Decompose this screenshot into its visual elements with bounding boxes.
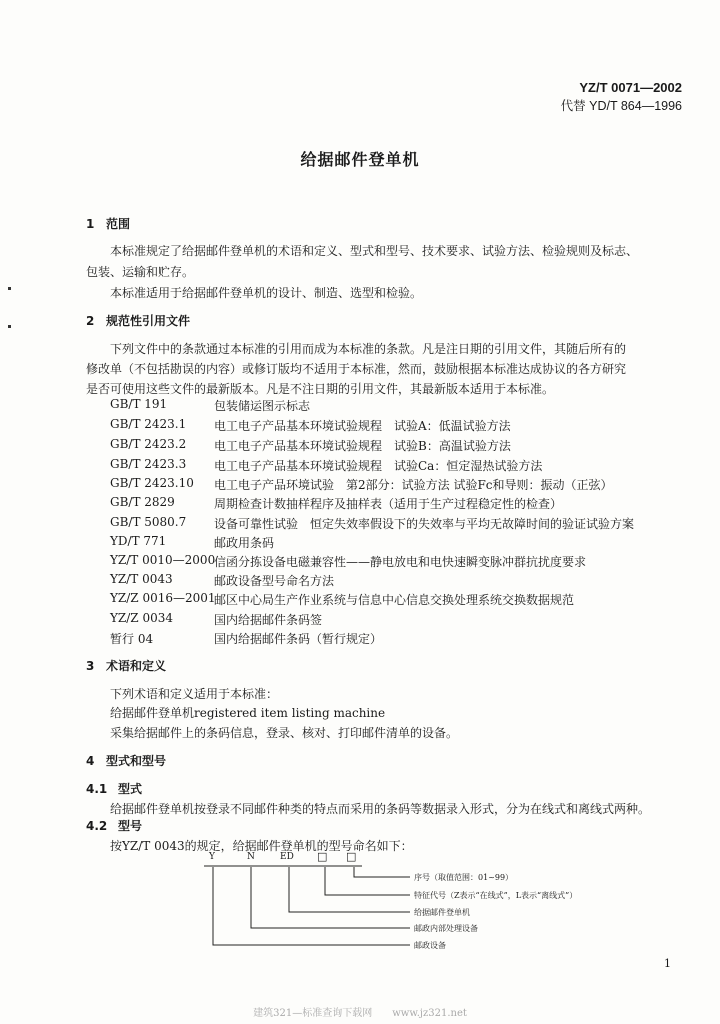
page-title: 给据邮件登单机: [300, 150, 420, 169]
paragraph: 修改单（不包括勘误的内容）或修订版均不适用于本标准，然而，鼓励根据本标准达成协议的各方研究: [86, 362, 627, 376]
paragraph: 本标准规定了给据邮件登单机的术语和定义、型式和型号、技术要求、试验方法、检验规则及标志、: [110, 244, 639, 258]
ref-title: 电工电子产品基本环境试验规程 试验B：高温试验方法: [214, 439, 511, 453]
paragraph: 给据邮件登单机按登录不同邮件种类的特点而采用的条码等数据录入形式，分为在线式和离线式两种。: [110, 802, 651, 816]
ref-title: 邮区中心局生产作业系统与信息中心信息交换处理系统交换数据规范: [214, 593, 575, 607]
ref-title: 邮政设备型号命名方法: [214, 574, 335, 588]
code-letter: Y: [209, 852, 215, 862]
ref-code: YZ/Z 0034: [110, 611, 173, 625]
ref-code: YD/T 771: [110, 534, 167, 548]
ref-title: 信函分拣设备电磁兼容性——静电放电和电快速瞬变脉冲群抗扰度要求: [214, 555, 587, 569]
ref-code: GB/T 2423.1: [110, 417, 187, 431]
diagram-label: 给据邮件登单机: [414, 908, 470, 917]
ref-title: 设备可靠性试验 恒定失效率假设下的失效率与平均无故障时间的验证试验方案: [214, 517, 635, 531]
ref-title: 国内给据邮件条码（暂行规定）: [214, 632, 383, 646]
ref-code: YZ/Z 0016—2001: [110, 591, 216, 605]
code-box: □: [346, 850, 357, 863]
paragraph: 包装、运输和贮存。: [86, 265, 195, 279]
section-number: 1: [86, 217, 95, 231]
paragraph: 是否可使用这些文件的最新版本。凡是不注日期的引用文件，其最新版本适用于本标准。: [86, 382, 555, 396]
section-number: 2: [86, 314, 95, 328]
ref-code: GB/T 5080.7: [110, 515, 187, 529]
paragraph: 本标准适用于给据邮件登单机的设计、制造、选型和检验。: [110, 286, 423, 300]
ref-code: YZ/T 0043: [110, 572, 173, 586]
footer-watermark: 建筑321—标准查询下载网 www.jz321.net: [253, 1008, 467, 1019]
paragraph: 下列术语和定义适用于本标准：: [110, 687, 279, 701]
ref-title: 电工电子产品基本环境试验规程 试验Ca：恒定湿热试验方法: [214, 459, 543, 473]
ref-title: 邮政用条码: [214, 536, 275, 550]
definition: 采集给据邮件上的条码信息，登录、核对、打印邮件清单的设备。: [110, 726, 459, 740]
ref-title: 国内给据邮件条码签: [214, 613, 323, 627]
section-number: 4.2: [86, 819, 108, 833]
diagram-label: 特征代号（Z表示“在线式”，L表示“离线式”）: [414, 891, 578, 900]
section-number: 3: [86, 659, 95, 673]
diagram-label: 邮政内部处理设备: [414, 924, 478, 933]
replaces-standard: 代替 YD/T 864—1996: [560, 99, 682, 113]
ref-title: 电工电子产品环境试验 第2部分：试验方法 试验Fc和导则：振动（正弦）: [214, 478, 613, 492]
ref-code: 暂行 04: [110, 632, 154, 646]
section-title: 术语和定义: [106, 659, 167, 673]
ref-code: GB/T 2423.2: [110, 437, 187, 451]
term: 给据邮件登单机registered item listing machine: [110, 706, 386, 720]
paragraph: 下列文件中的条款通过本标准的引用而成为本标准的条款。凡是注日期的引用文件，其随后所有的: [110, 342, 627, 356]
ref-code: GB/T 2423.10: [110, 476, 194, 490]
page-number: 1: [664, 957, 671, 970]
section-title: 型式: [118, 782, 143, 796]
ref-code: YZ/T 0010—2000: [110, 553, 216, 567]
section-title: 型式和型号: [106, 754, 167, 768]
standard-number: YZ/T 0071—2002: [579, 80, 682, 95]
section-title: 范围: [106, 217, 131, 231]
diagram-label: 邮政设备: [414, 941, 446, 950]
ref-code: GB/T 2829: [110, 495, 175, 509]
diagram-label: 序号（取值范围：01~99）: [414, 873, 514, 882]
section-number: 4.1: [86, 782, 108, 796]
section-number: 4: [86, 754, 95, 768]
ref-code: GB/T 2423.3: [110, 457, 187, 471]
ref-title: 电工电子产品基本环境试验规程 试验A：低温试验方法: [214, 419, 511, 433]
code-letter: ED: [280, 852, 294, 862]
code-letter: N: [247, 852, 255, 862]
ref-title: 包装储运图示标志: [214, 399, 311, 413]
paragraph: 按YZ/T 0043的规定，给据邮件登单机的型号命名如下：: [110, 839, 413, 853]
ref-title: 周期检查计数抽样程序及抽样表（适用于生产过程稳定性的检查）: [214, 497, 563, 511]
section-title: 规范性引用文件: [106, 314, 191, 328]
section-title: 型号: [118, 819, 143, 833]
code-box: □: [317, 850, 328, 863]
ref-code: GB/T 191: [110, 397, 168, 411]
